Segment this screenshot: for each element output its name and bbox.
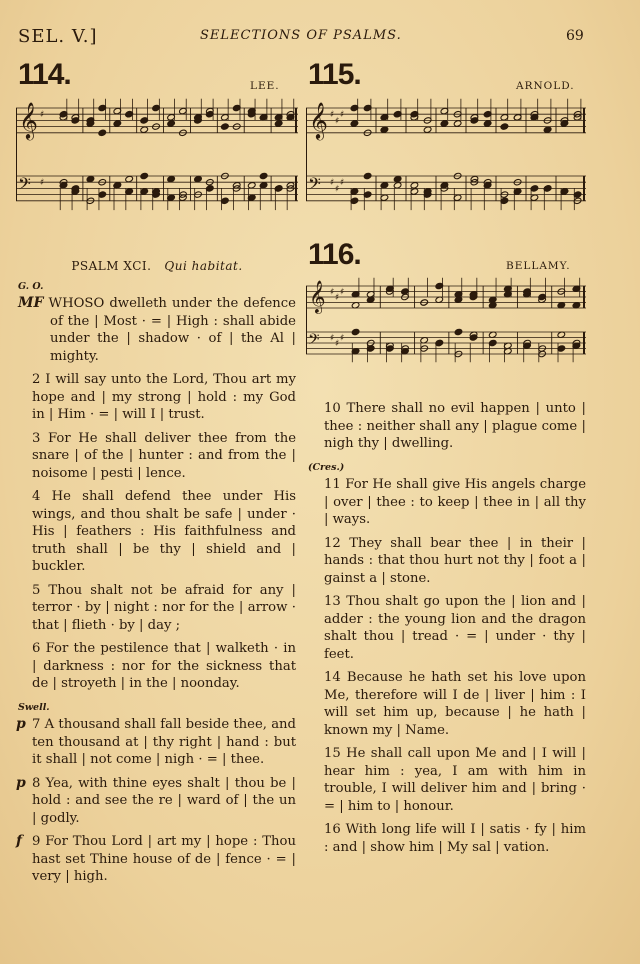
sharp-icon: ♯ xyxy=(340,110,345,121)
note-head xyxy=(140,126,149,133)
note-head xyxy=(140,172,149,179)
sharp-icon: ♯ xyxy=(330,110,335,121)
sharp-icon: ♯ xyxy=(40,110,45,121)
sharp-icon: ♯ xyxy=(335,116,340,127)
sharp-icon: ♯ xyxy=(330,178,335,189)
note-head xyxy=(98,129,107,136)
bass-clef-icon: 𝄢 xyxy=(18,173,31,198)
verse-3: 3 For He shall deliver thee from the snare | of the | hunter : and from the | noisome | pesti | lence. xyxy=(32,430,296,481)
note-head xyxy=(483,182,492,189)
sharp-icon: ♯ xyxy=(335,293,340,303)
note-head xyxy=(113,120,122,127)
score-116-svg xyxy=(306,276,586,371)
tune-number-114: 114. xyxy=(18,58,71,91)
sharp-icon: ♯ xyxy=(330,287,335,298)
note-head xyxy=(167,120,176,127)
sharp-icon: ♯ xyxy=(330,333,335,344)
verse-6: 6 For the pestilence that | walketh · in | darkness : nor for the sickness that de | stroyeth | in the | noonday. xyxy=(32,641,296,691)
verse-text: 8 Yea, with thine eyes shalt | thou be | hold : and see the re | ward of | the un | godly. xyxy=(32,775,296,826)
note-head xyxy=(86,175,95,182)
note-head xyxy=(380,182,389,189)
note-head xyxy=(351,328,360,335)
tune-number-115: 115. xyxy=(308,58,361,91)
note-head xyxy=(259,182,268,189)
verse-block-left xyxy=(18,295,296,886)
tune-number-116: 116. xyxy=(308,238,361,271)
verse-9 xyxy=(18,833,296,886)
verse-text: 9 For Thou Lord | art my | hope : Thou hast set Thine house of de | fence · = | very | high. xyxy=(32,834,296,884)
right-column xyxy=(308,400,586,862)
music-score-116 xyxy=(306,276,586,371)
verse-8 xyxy=(18,775,296,828)
dynamic-p-2: p xyxy=(16,774,26,791)
note-head xyxy=(194,175,203,182)
verse-5: 5 Thou shalt not be afraid for any | terror · by | night : nor for the | arrow · that | flieth · by | day ; xyxy=(32,582,296,633)
verse-11: 11 For He shall give His angels charge | over | thee : to keep | thee in | all thy | ways. xyxy=(324,477,586,527)
note-head xyxy=(350,120,359,127)
verse-10: 10 There shall no evil happen | unto | thee : neither shall any | plague come | nigh thy | dwelling. xyxy=(324,401,586,451)
psalm-latin-title: Qui habitat. xyxy=(164,259,243,273)
note-head xyxy=(410,182,419,189)
psalm-heading xyxy=(18,258,296,276)
music-score-114 xyxy=(16,96,298,224)
note-head xyxy=(483,120,492,127)
tune-name-lee: LEE. xyxy=(250,80,280,92)
left-column xyxy=(18,258,296,892)
note-head xyxy=(500,123,509,130)
bass-clef-icon: 𝄢 xyxy=(308,331,320,352)
note-head xyxy=(247,182,256,189)
sharp-icon: ♯ xyxy=(340,333,345,344)
section-label: SEL. V.] xyxy=(18,26,98,47)
sharp-icon: ♯ xyxy=(40,178,45,189)
label-cres: (Cres.) xyxy=(308,461,345,473)
treble-clef-icon: 𝄞 xyxy=(309,280,326,313)
note-head xyxy=(259,172,268,179)
note-head xyxy=(380,126,389,133)
verse-12: 12 They shall bear thee | in their | hands : that thou hurt not thy | foot a | gainst a | stone. xyxy=(324,535,586,586)
treble-clef-icon: 𝄞 xyxy=(19,100,38,139)
page-number: 69 xyxy=(566,28,584,44)
dynamic-f: f xyxy=(16,833,23,849)
bass-clef-icon: 𝄢 xyxy=(308,173,321,198)
note-head xyxy=(560,120,569,127)
sharp-icon: ♯ xyxy=(335,339,340,349)
verse-text: 7 A thousand shall fall beside thee, and ten thousand at | thy right | hand : but it shall | not come | nigh · = | thee. xyxy=(32,717,296,767)
verse-14: 14 Because he hath set his love upon Me, therefore will I de | liver | him : I will set him up, because | he hath | known my | Name. xyxy=(324,670,586,738)
sharp-icon: ♯ xyxy=(340,178,345,189)
note-head xyxy=(453,120,462,127)
score-114-svg xyxy=(16,96,298,224)
score-115-svg xyxy=(306,96,586,224)
verse-16: 16 With long life will I | satis · fy | him : and | show him | My sal | vation. xyxy=(324,822,586,855)
verse-text: WHOSO dwelleth under the defence of the | Most · = | High : shall abide under the | shadow · of | the Al | mighty. xyxy=(48,296,296,364)
treble-clef-icon: 𝄞 xyxy=(309,100,328,139)
dynamic-p-1: p xyxy=(16,716,26,732)
sharp-icon: ♯ xyxy=(340,287,345,298)
note-head xyxy=(469,334,478,341)
note-head xyxy=(393,175,402,182)
note-head xyxy=(363,172,372,179)
note-head xyxy=(423,126,432,133)
verse-1 xyxy=(18,295,296,365)
note-head xyxy=(440,120,449,127)
verse-7 xyxy=(18,716,296,769)
note-head xyxy=(167,175,176,182)
running-head xyxy=(0,26,640,46)
note-head xyxy=(393,182,402,189)
note-head xyxy=(274,120,283,127)
running-title: SELECTIONS OF PSALMS. xyxy=(200,28,402,43)
music-score-115 xyxy=(306,96,586,224)
verse-2: 2 I will say unto the Lord, Thou art my hope and | my strong | hold : my God in | Him · = | will I | trust. xyxy=(32,372,296,422)
note-head xyxy=(221,123,230,130)
label-go: G. O. xyxy=(18,280,44,292)
sharp-icon: ♯ xyxy=(335,184,340,195)
dynamic-mf: MF xyxy=(18,295,44,311)
tune-name-bellamy: BELLAMY. xyxy=(506,260,571,272)
verse-4: 4 He shall defend thee under His wings, and thou shalt be safe | under · His | feathers : His faithfulness and truth shall | be thy | shield and | buckler. xyxy=(32,489,296,574)
verse-13: 13 Thou shalt go upon the | lion and | adder : the young lion and the dragon shalt thou | tread · = | under · thy | feet. xyxy=(324,594,586,662)
label-swell: Swell. xyxy=(18,701,50,713)
note-head xyxy=(454,328,463,335)
verse-15: 15 He shall call upon Me and | I will | hear him : yea, I am with him in trouble, I will deliver him and | bring · = | him to | honour. xyxy=(324,746,586,814)
note-head xyxy=(543,126,552,133)
tune-name-arnold: ARNOLD. xyxy=(516,80,575,92)
note-head xyxy=(440,182,449,189)
note-head xyxy=(125,175,134,182)
psalm-number: PSALM XCI. xyxy=(71,259,152,273)
